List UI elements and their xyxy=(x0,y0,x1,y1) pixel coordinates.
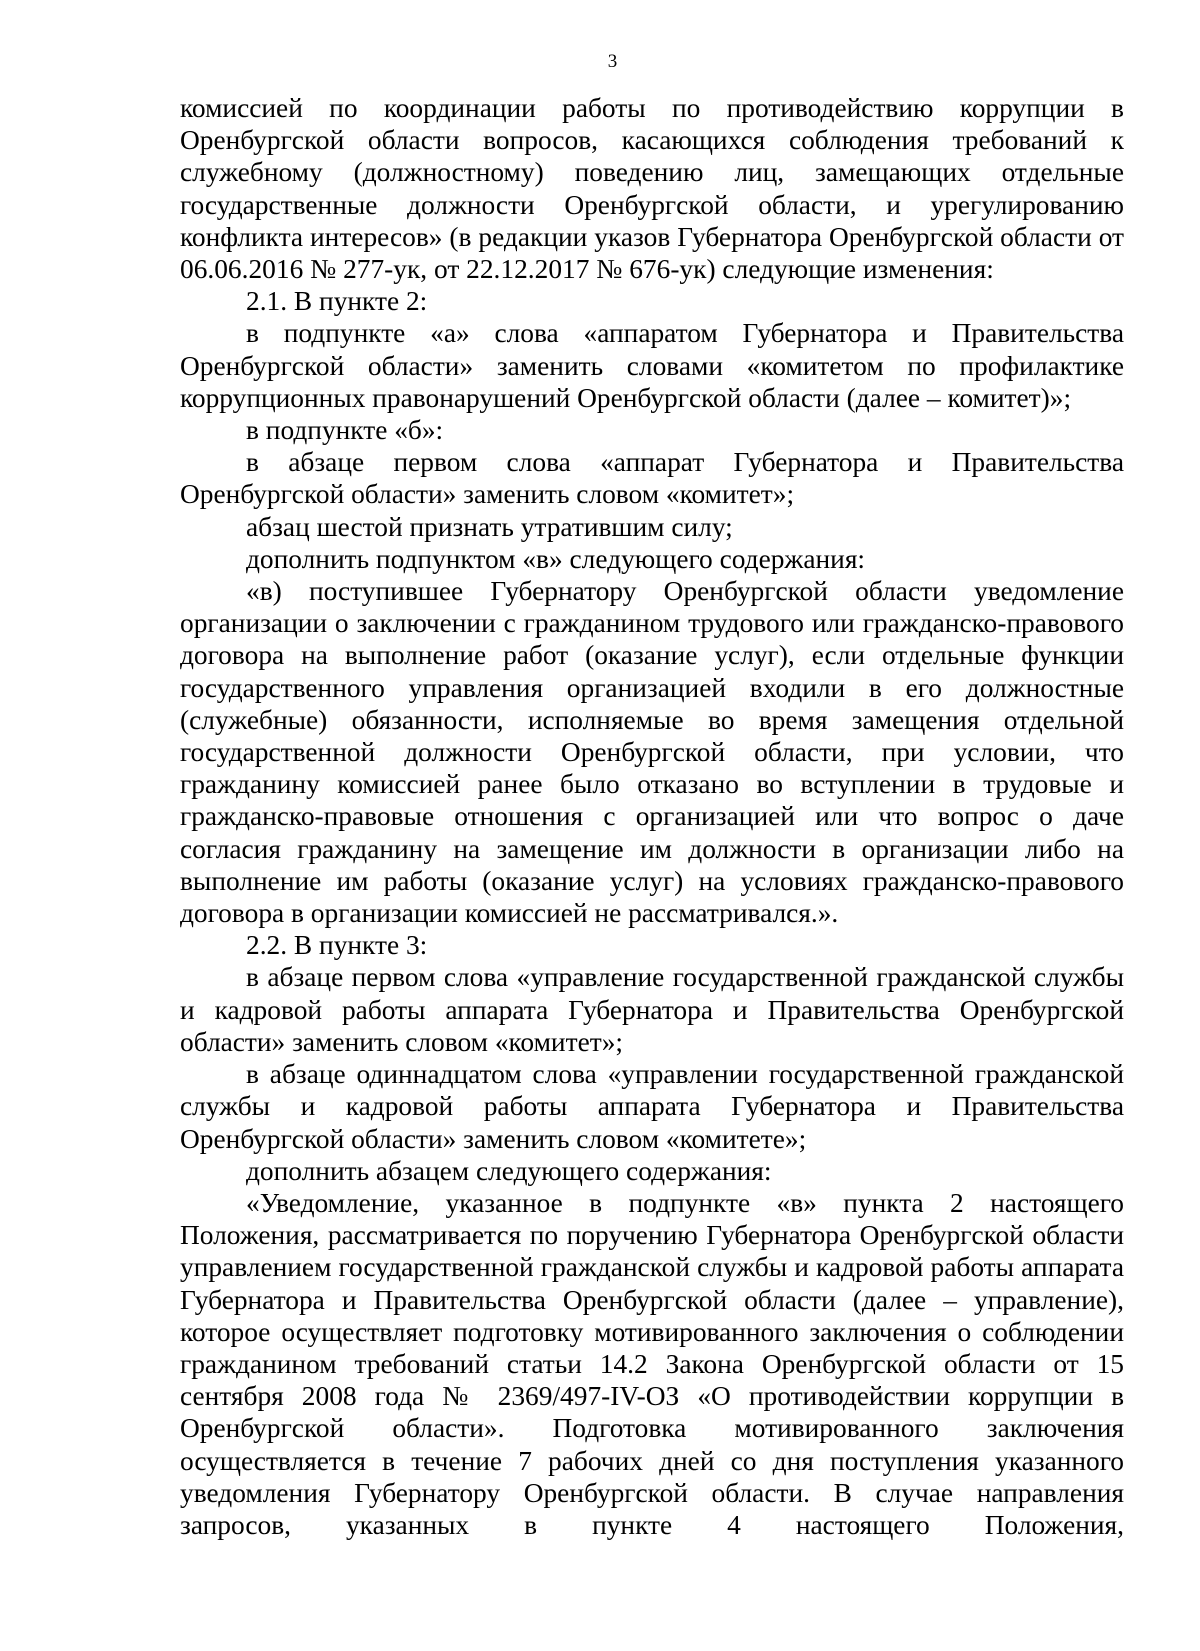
paragraph-add-subitem-v: дополнить подпунктом «в» следующего содержания: xyxy=(246,543,866,574)
paragraph-item-3-eleventh-abzac: в абзаце одиннадцатом слова «управлении государственной гражданской службы и кадровой работы аппарата Губернатора и Правительства Оренбургской области» заменить словом «комитете»; xyxy=(180,1059,1124,1154)
paragraph-add-abzac: дополнить абзацем следующего содержания: xyxy=(246,1155,772,1186)
paragraph-item-3-first-abzac: в абзаце первом слова «управление государственной гражданской службы и кадровой работы аппарата Губернатора и Правительства Оренбургской области» заменить словом «комитет»; xyxy=(180,962,1124,1057)
paragraph-sixth-abzac-void: абзац шестой признать утратившим силу; xyxy=(246,511,733,542)
paragraph-notification-text: «Уведомление, указанное в подпункте «в» пункта 2 настоящего Положения, рассматривается по поручению Губернатора Оренбургской области управлением государственной гражданской службы и кадровой работы аппарата Губернатора и Правительства Оренбургской области (далее – управление), которое осуществляет подготовку мотивированного заключения о соблюдении гражданином требований статьи 14.2 Закона Оренбургской области от 15 сентября 2008 года № 2369/497-IV-ОЗ «О противодействии коррупции в Оренбургской области». Подготовка мотивированного заключения осуществляется в течение 7 рабочих дней со дня поступления указанного уведомления Губернатору Оренбургской области. В случае направления запросов, указанных в пункте 4 настоящего Положения, xyxy=(180,1187,1124,1540)
paragraph-intro-continuation: комиссией по координации работы по противодействию коррупции в Оренбургской области вопросов, касающихся соблюдения требований к служебному (должностному) поведению лиц, замещающих отдельные государственные должности Оренбургской области, и урегулированию конфликта интересов» (в редакции указов Губернатора Оренбургской области от 06.06.2016 № 277-ук, от 22.12.2017 № 676-ук) следующие изменения: xyxy=(180,93,1124,285)
paragraph-subitem-b-first-abzac: в абзаце первом слова «аппарат Губернатора и Правительства Оренбургской области» заменить словом «комитет»; xyxy=(180,447,1124,510)
paragraph-subitem-v-text: «в) поступившее Губернатору Оренбургской области уведомление организации о заключении с гражданином трудового или гражданско-правового договора на выполнение работ (оказание услуг), если отдельные функции государственного управления организацией входили в его должностные (служебные) обязанности, исполняемые во время замещения отдельной государственной должности Оренбургской области, при условии, что гражданину комиссией ранее было отказано во вступлении в трудовые и гражданско-правовые отношения с организацией или что вопрос о даче согласия гражданину на замещение им должности в организации либо на выполнение им работы (оказание услуг) на условиях гражданско-правового договора в организации комиссией не рассматривался.». xyxy=(180,576,1124,929)
paragraph-subitem-a: в подпункте «а» слова «аппаратом Губернатора и Правительства Оренбургской области» заменить словами «комитетом по профилактике коррупционных правонарушений Оренбургской области (далее – комитет)»; xyxy=(180,318,1124,413)
paragraph-subitem-b-heading: в подпункте «б»: xyxy=(246,415,444,446)
document-body xyxy=(180,92,1124,1541)
page-number: 3 xyxy=(607,51,618,72)
paragraph-item-2-1-heading: 2.1. В пункте 2: xyxy=(246,286,428,317)
paragraph-item-2-2-heading: 2.2. В пункте 3: xyxy=(246,930,428,961)
